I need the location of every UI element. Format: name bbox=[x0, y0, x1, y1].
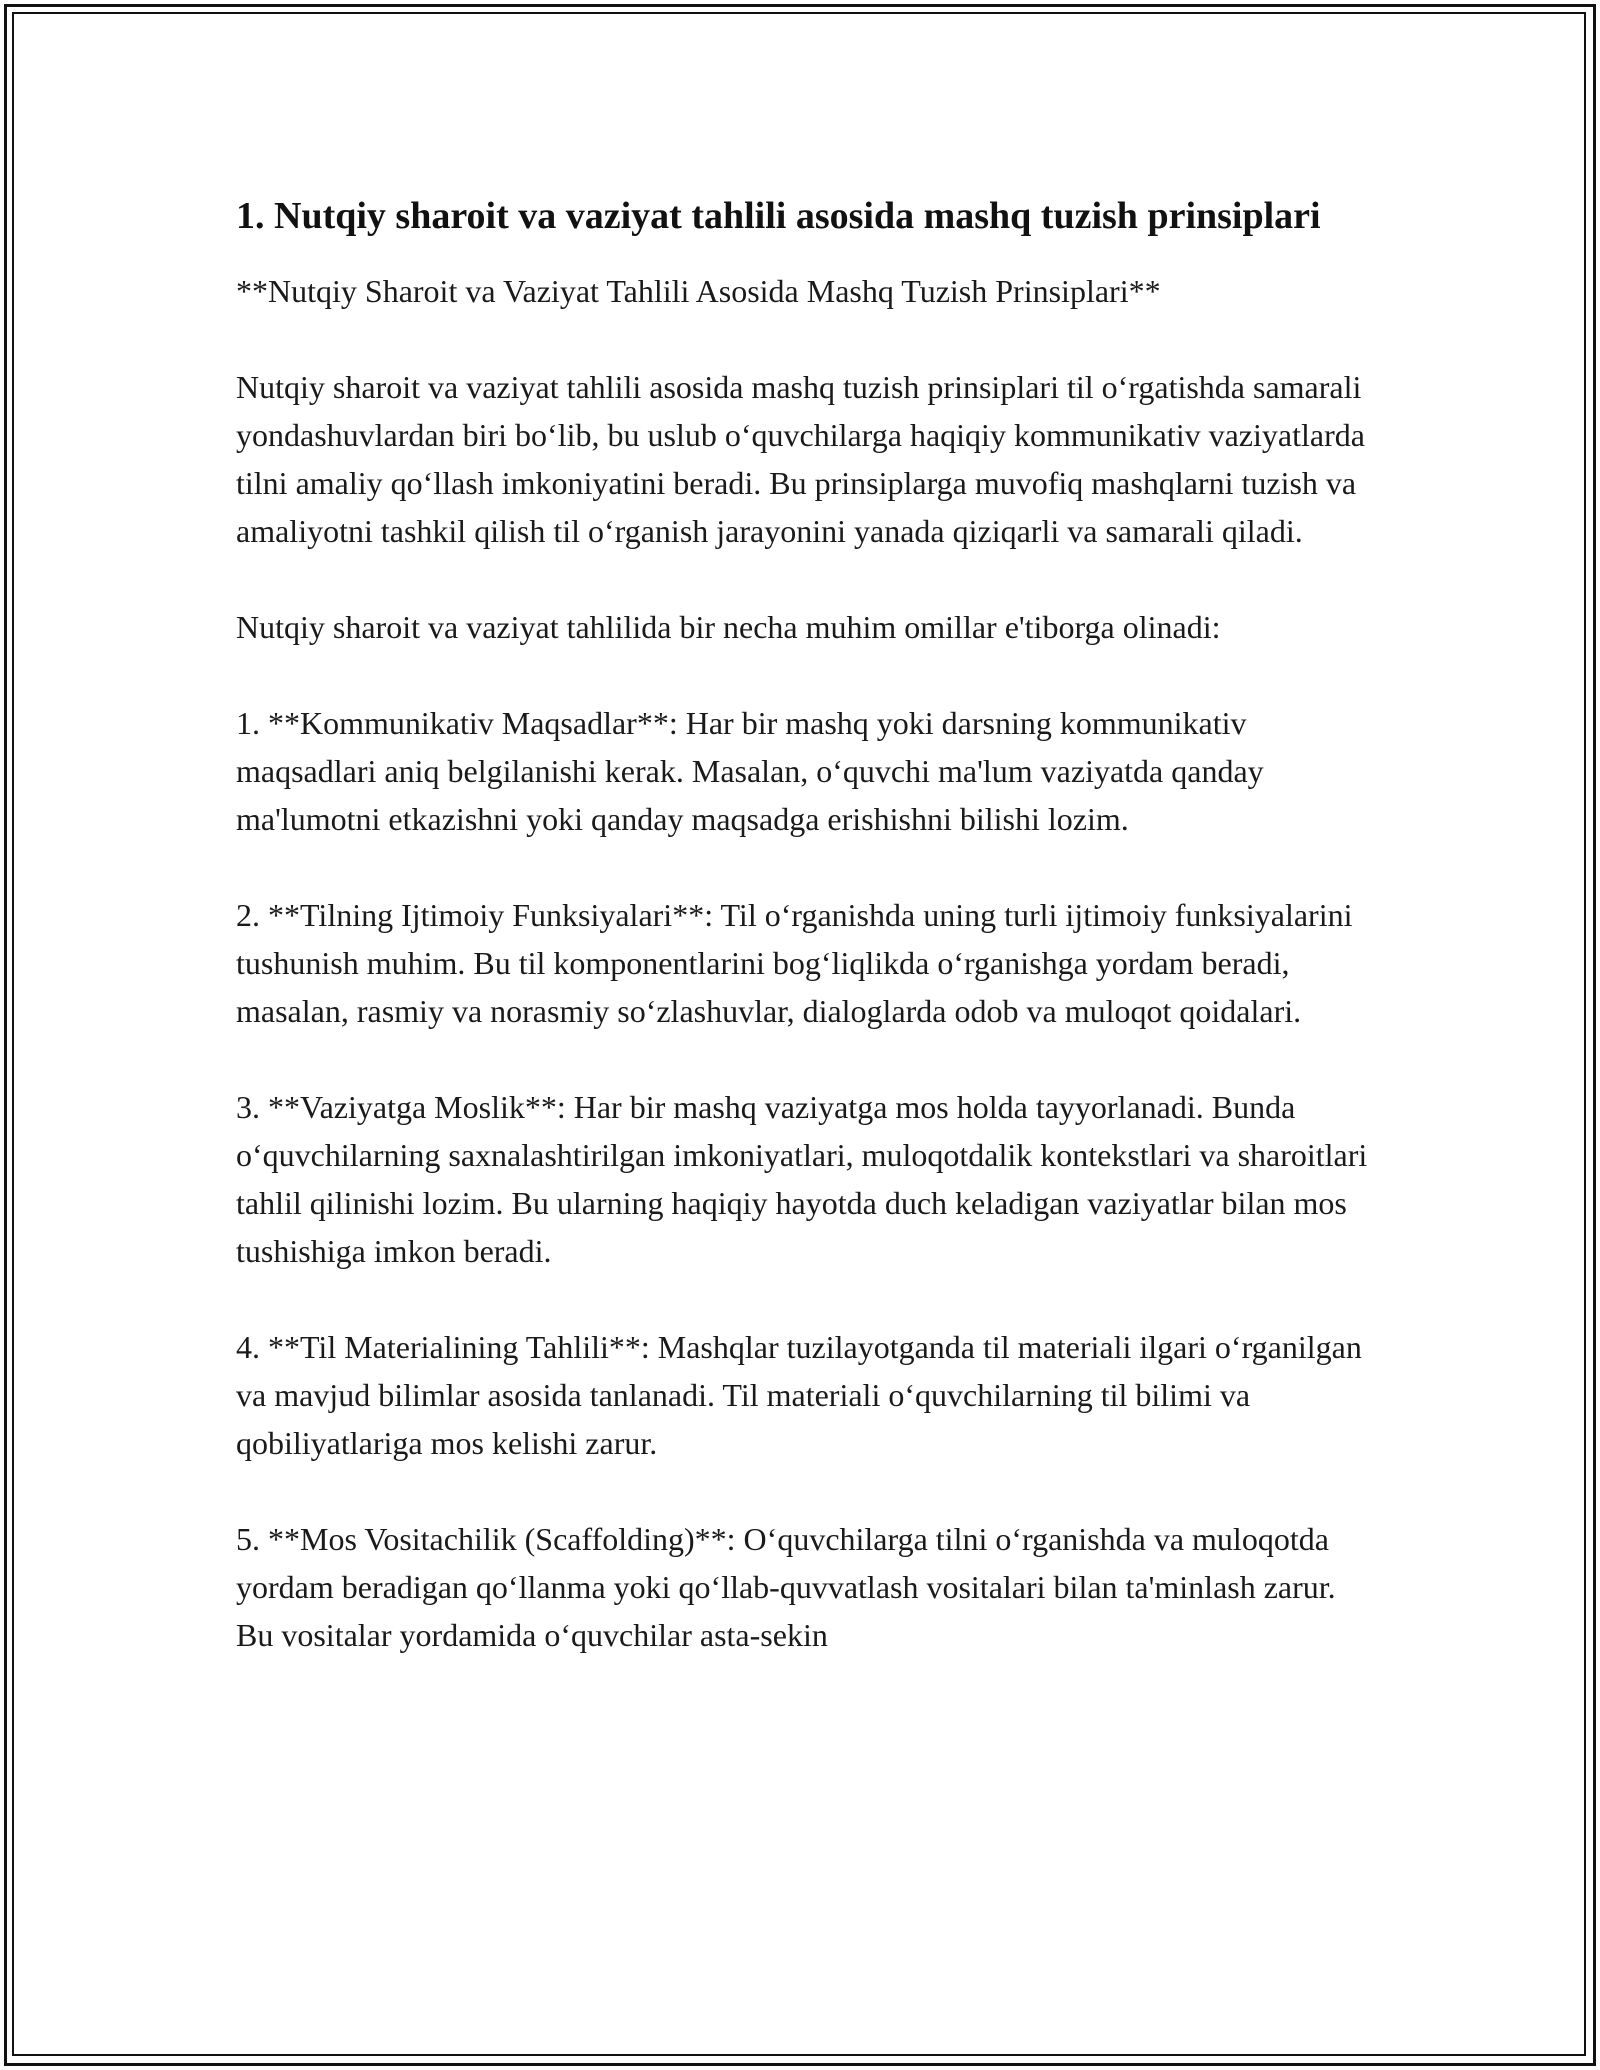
paragraph-factors-lead: Nutqiy sharoit va vaziyat tahlilida bir necha muhim omillar e'tiborga olinadi: bbox=[236, 609, 1221, 645]
list-item-scaffolding: 5. **Mos Vositachilik (Scaffolding)**: O‘quvchilarga tilni o‘rganishda va muloqotda yordam beradigan qo‘llanma yoki qo‘llab-quvvatlash vositalari bilan ta'minlash zarur. Bu vositalar yordamida o‘quvchilar asta-sekin bbox=[236, 1521, 1336, 1653]
paragraph-intro: Nutqiy sharoit va vaziyat tahlili asosida mashq tuzish prinsiplari til o‘rgatishda samarali yondashuvlardan biri bo‘lib, bu uslub o‘quvchilarga haqiqiy kommunikativ vaziyatlarda tilni amaliy qo‘llash imkoniyatini beradi. Bu prinsiplarga muvofiq mashqlarni tuzish va amaliyotni tashkil qilish til o‘rganish jarayonini yanada qiziqarli va samarali qiladi. bbox=[236, 369, 1365, 549]
list-item-social-functions: 2. **Tilning Ijtimoiy Funksiyalari**: Til o‘rganishda uning turli ijtimoiy funksiyalarini tushunish muhim. Bu til komponentlarini bog‘liqlikda o‘rganishga yordam beradi, masalan, rasmiy va norasmiy so‘zlashuvlar, dialoglarda odob va muloqot qoidalari. bbox=[236, 897, 1353, 1029]
list-item-communicative-goals: 1. **Kommunikativ Maqsadlar**: Har bir mashq yoki darsning kommunikativ maqsadlari aniq belgilanishi kerak. Masalan, o‘quvchi ma'lum vaziyatda qanday ma'lumotni etkazishni yoki qanday maqsadga erishishni bilishi lozim. bbox=[236, 705, 1264, 837]
document-subtitle: **Nutqiy Sharoit va Vaziyat Tahlili Asosida Mashq Tuzish Prinsiplari** bbox=[236, 273, 1161, 309]
list-item-situational-fit: 3. **Vaziyatga Moslik**: Har bir mashq vaziyatga mos holda tayyorlanadi. Bunda o‘quvchilarning saxnalashtirilgan imkoniyatlari, muloqotdalik kontekstlari va sharoitlari tahlil qilinishi lozim. Bu ularning haqiqiy hayotda duch keladigan vaziyatlar bilan mos tushishiga imkon beradi. bbox=[236, 1089, 1368, 1269]
document-heading: 1. Nutqiy sharoit va vaziyat tahlili asosida mashq tuzish prinsiplari bbox=[236, 195, 1321, 237]
list-item-language-material: 4. **Til Materialining Tahlili**: Mashqlar tuzilayotganda til materiali ilgari o‘rganilgan va mavjud bilimlar asosida tanlanadi. Til materiali o‘quvchilarning til bilimi va qobiliyatlariga mos kelishi zarur. bbox=[236, 1329, 1362, 1461]
document-body bbox=[236, 190, 1376, 1659]
